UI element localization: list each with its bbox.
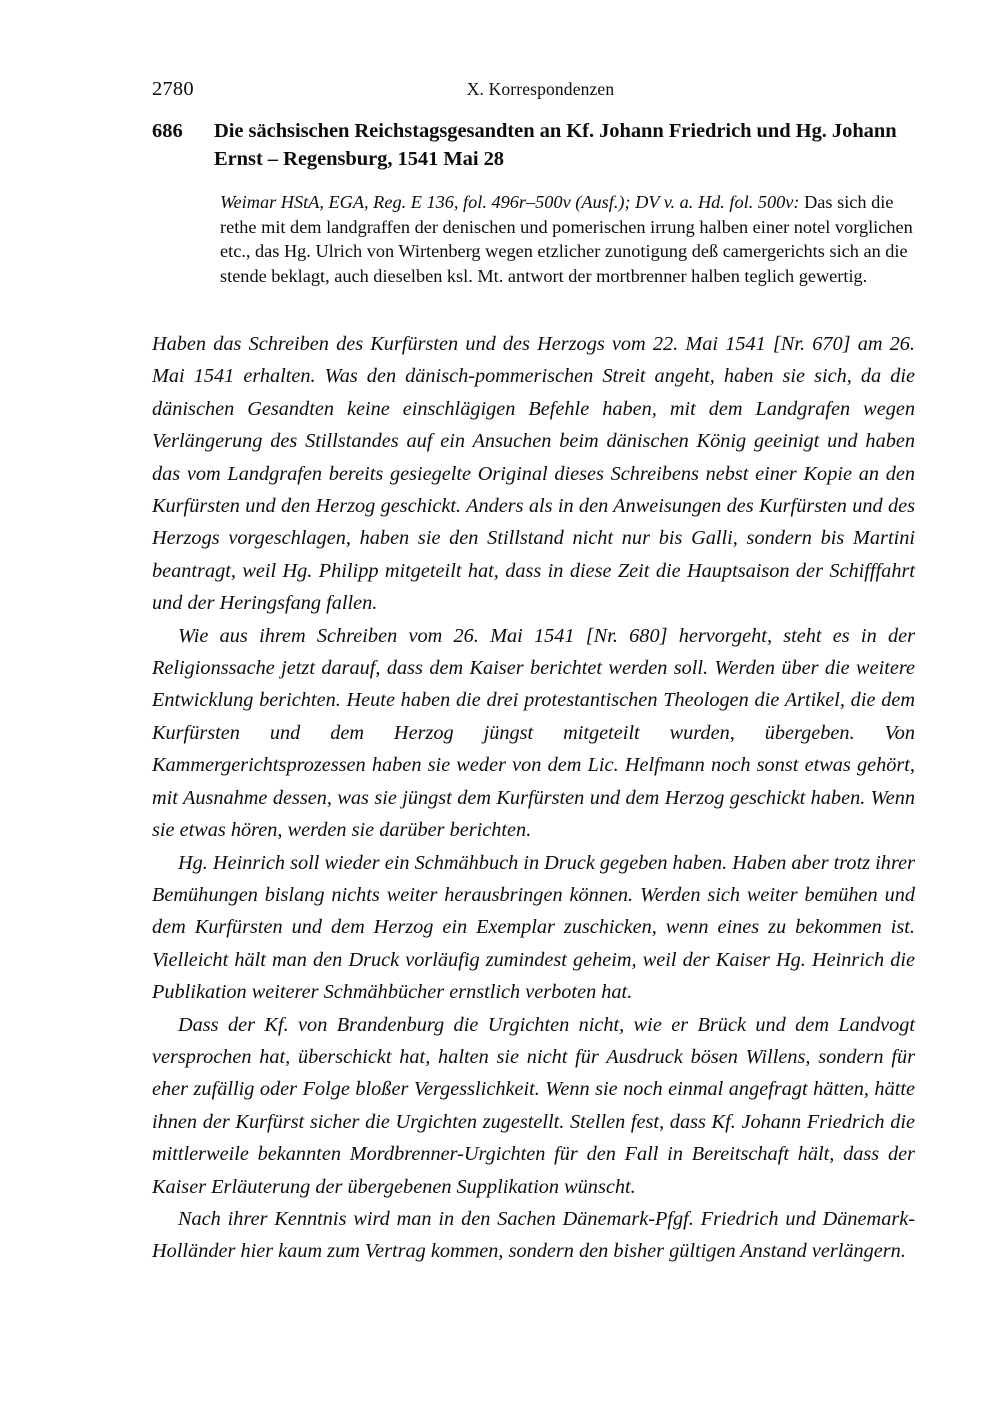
archival-source-note <box>220 190 917 288</box>
running-head <box>152 76 915 102</box>
body-paragraph: Hg. Heinrich soll wieder ein Schmähbuch in Druck gegeben haben. Haben aber trotz ihrer Bemühungen bislang nichts weiter herausbringen können. Werden sich weiter bemühen und dem Kurfürsten und dem Herzog ein Exemplar zuschicken, wenn eines zu bekommen ist. Vielleicht hält man den Druck vorläufig zumindest geheim, weil der Kaiser Hg. Heinrich die Publikation weiterer Schmähbücher ernstlich verboten hat. <box>152 851 915 1004</box>
running-head-title: X. Korrespondenzen <box>466 79 615 99</box>
body-paragraph: Haben das Schreiben des Kurfürsten und des Herzogs vom 22. Mai 1541 [Nr. 670] am 26. Mai 1541 erhalten. Was den dänisch-pommerischen Streit angeht, haben sie sich, da die dänischen Gesandten keine einschlägigen Befehle haben, mit dem Landgrafen wegen Verlängerung des Stillstandes auf ein Ansuchen beim dänischen König geeinigt und haben das vom Landgrafen bereits gesiegelte Original dieses Schreibens nebst einer Kopie an den Kurfürsten und den Herzog geschickt. Anders als in den Anweisungen des Kurfürsten und des Herzogs vorgeschlagen, haben sie den Stillstand nicht nur bis Galli, sondern bis Martini beantragt, weil Hg. Philipp mitgeteilt hat, dass in diese Zeit die Hauptsaison der Schifffahrt und der Heringsfang fallen. <box>152 333 915 615</box>
page-number: 2780 <box>152 78 194 100</box>
document-heading <box>152 118 920 173</box>
body-paragraph: Wie aus ihrem Schreiben vom 26. Mai 1541 [Nr. 680] hervorgeht, steht es in der Religionssache jetzt darauf, dass dem Kaiser berichtet werden soll. Werden über die weitere Entwicklung berichten. Heute haben die drei protestantischen Theologen die Artikel, die dem Kurfürsten und dem Herzog jüngst mitgeteilt wurden, übergeben. Von Kammergerichtsprozessen haben sie weder von dem Lic. Helfmann noch sonst etwas gehört, mit Ausnahme dessen, was sie jüngst dem Kurfürsten und dem Herzog geschickt haben. Wenn sie etwas hören, werden sie darüber berichten. <box>152 624 915 842</box>
source-reference: Weimar HStA, EGA, Reg. E 136, fol. 496r–500v (Ausf.); DV v. a. Hd. fol. 500v: <box>220 192 800 212</box>
body-paragraph: Dass der Kf. von Brandenburg die Urgichten nicht, wie er Brück und dem Landvogt versprochen hat, überschickt hat, halten sie nicht für Ausdruck bösen Willens, sondern für eher zufällig oder Folge bloßer Vergesslichkeit. Wenn sie noch einmal angefragt hätten, hätte ihnen der Kurfürst sicher die Urgichten zugestellt. Stellen fest, dass Kf. Johann Friedrich die mittlerweile bekannten Mordbrenner-Urgichten für den Fall in Bereitschaft hält, dass der Kaiser Erläuterung der übergebenen Supplikation wünscht. <box>152 1013 915 1198</box>
source-quotation: Das sich die rethe mit dem landgraffen der denischen und pomerischen irrung halben einer notel vorglichen etc., das Hg. Ulrich von Wirtenberg wegen etzlicher zunotigung deß camergerichts sich an die stende beklagt, auch dieselben ksl. Mt. antwort der mortbrenner halben teglich gewertig. <box>220 192 913 286</box>
regest-body <box>152 328 915 1268</box>
document-title: Die sächsischen Reichstagsgesandten an Kf. Johann Friedrich und Hg. Johann Ernst – Regensburg, 1541 Mai 28 <box>214 120 897 170</box>
body-paragraph: Nach ihrer Kenntnis wird man in den Sachen Dänemark-Pfgf. Friedrich und Dänemark-Holländer hier kaum zum Vertrag kommen, sondern den bisher gültigen Anstand verlängern. <box>152 1207 915 1263</box>
document-number: 686 <box>152 120 183 142</box>
